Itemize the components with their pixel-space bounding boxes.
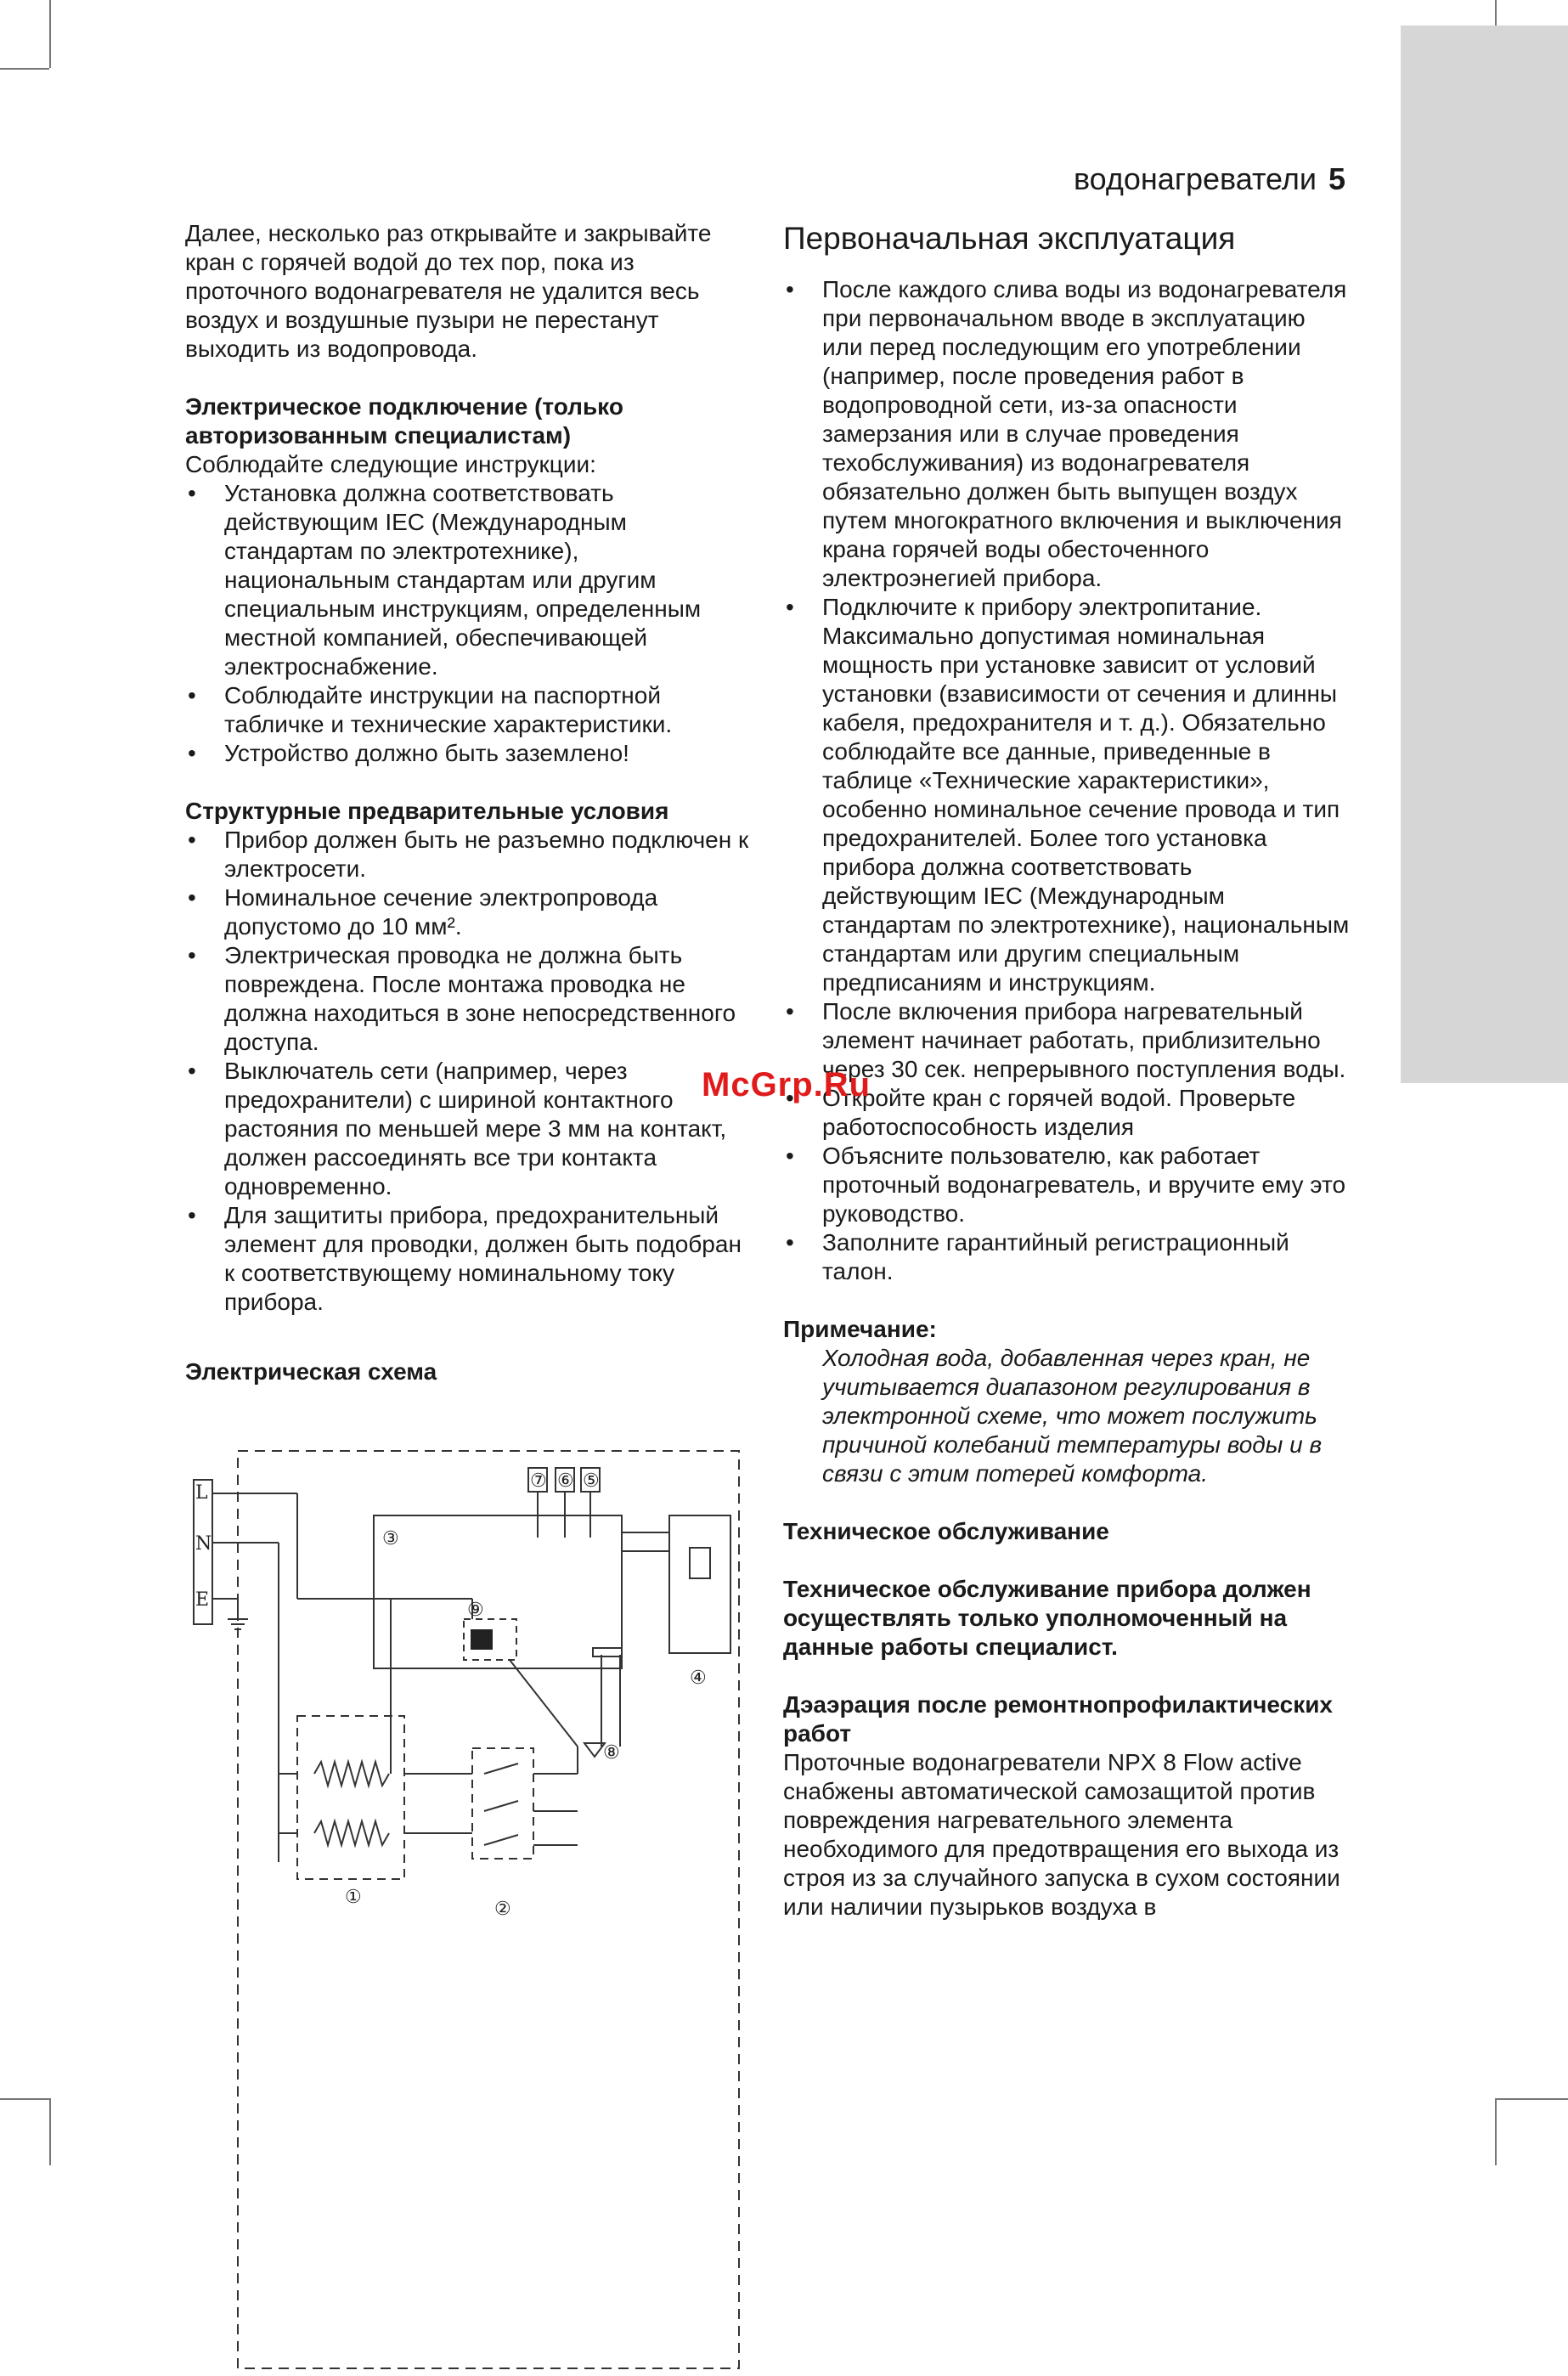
list-item: • После каждого слива воды из водонагревателя при первоначальном вводе в эксплуатацию или перед последующим его употреблении (например, после проведения работ в водопроводной сети, из-за опасности замерзания или в случае проведения техобслуживания) из водонагревателя обязательно должен быть выпущен воздух путем многократного включения и выключения крана горячей воды обесточенного электроэнегией прибора.	[783, 275, 1352, 593]
terminal-e-label: E	[195, 1589, 210, 1611]
terminal-l-label: L	[195, 1482, 208, 1504]
list-item: • Номинальное сечение электропровода допустомо до 10 мм².	[185, 883, 751, 941]
list-item: • Подключите к прибору электропитание. Максимально допустимая номинальная мощность при установке зависит от условий установки (взависимости от сечения и длинны кабеля, предохранителя и т. д.). Обязательно соблюдайте все данные, приведенные в таблице «Технические характеристики», особенно номинальное сечение провода и тип предохранителей. Более того установка прибора должна соответствовать действующим IEC (Международным стандартам по электротехнике), национальным стандартам или другим специальным предписаниям и инструкциям.	[783, 593, 1352, 997]
electrical-heading: Электрическое подключение (только авторизованным специалистам)	[185, 393, 623, 449]
label-2: ②	[494, 1899, 511, 1920]
list-item: • Электрическая проводка не должна быть повреждена. После монтажа проводка не должна находиться в зоне непосредственного доступа.	[185, 941, 751, 1057]
label-5: ⑤	[583, 1470, 600, 1492]
electrical-list	[185, 479, 751, 768]
list-item: • Прибор должен быть не разъемно подключен к электросети.	[185, 826, 751, 883]
relay-coil	[471, 1629, 493, 1650]
page-header	[1074, 161, 1345, 197]
electrical-lead: Соблюдайте следующие инструкции:	[185, 451, 596, 477]
label-7: ⑦	[530, 1470, 547, 1492]
schema-drawing	[178, 1437, 753, 2372]
list-item: • Для защититы прибора, предохранительный элемент для проводки, должен быть подобран к соответствующему номинальному току прибора.	[185, 1201, 751, 1317]
section-title: Первоначальная эксплуатация	[783, 221, 1236, 256]
label-6: ⑥	[557, 1470, 574, 1492]
left-column	[185, 219, 751, 1386]
switch-box	[472, 1748, 533, 1859]
heater-box	[297, 1716, 404, 1879]
crop-mark	[0, 68, 49, 70]
list-item: • Заполните гарантийный регистрационный талон.	[783, 1228, 1352, 1286]
crop-mark	[1495, 2098, 1568, 2100]
control-board	[374, 1515, 622, 1668]
schema-heading: Электрическая схема	[185, 1358, 437, 1385]
crop-mark	[1495, 2098, 1497, 2165]
label-9: ⑨	[467, 1600, 484, 1621]
deaeration-text: Проточные водонагреватели NPX 8 Flow active снабжены автоматической самозащитой против повреждения нагревательного элемента необходимого для предотвращения его выхода из строя из за случайного запуска в сухом состоянии или наличии пузырьков воздуха в	[783, 1749, 1340, 1920]
list-item: • Установка должна соответствовать действующим IEC (Международным стандартам по электротехнике), национальным стандартам или другим специальным инструкциям, определенным местной компанией, обеспечивающей электроснабжение.	[185, 479, 751, 681]
electrical-schema	[178, 1437, 753, 2372]
crop-mark	[49, 2098, 51, 2165]
structural-list	[185, 826, 751, 1317]
note-heading: Примечание:	[783, 1316, 937, 1342]
schema-boundary	[238, 1451, 739, 2368]
list-item: • После включения прибора нагревательный элемент начинает работать, приблизительно через 30 сек. непрерывного поступления воды.	[783, 997, 1352, 1084]
display-module	[669, 1515, 730, 1653]
maintenance-notice: Техническое обслуживание прибора должен осуществлять только уполномоченный на данные работы специалист.	[783, 1576, 1311, 1660]
section-side-tab	[1401, 25, 1568, 1083]
intro-paragraph: Далее, несколько раз открывайте и закрывайте кран с горячей водой до тех пор, пока из проточного водонагревателя не удалится весь воздух и воздушные пузыри не перестанут выходить из водопровода.	[185, 220, 712, 362]
note-text: Холодная вода, добавленная через кран, не учитывается диапазоном регулирования в электронной схеме, что может послужить причиной колебаний температуры воды и в связи с этим потерей комфорта.	[822, 1345, 1323, 1487]
list-item: • Выключатель сети (например, через предохранители) с шириной контактного растояния по меньшей мере 3 мм на контакт, должен рассоединять все три контакта одновременно.	[185, 1057, 751, 1201]
maintenance-heading: Техническое обслуживание	[783, 1518, 1109, 1544]
watermark: McGrp.Ru	[702, 1066, 871, 1103]
display-window	[690, 1548, 710, 1578]
label-3: ③	[382, 1528, 399, 1549]
flow-tube	[622, 1532, 669, 1551]
structural-heading: Структурные предварительные условия	[185, 798, 669, 824]
header-section: водонагреватели	[1073, 161, 1317, 196]
crop-mark	[49, 0, 51, 68]
startup-list	[783, 275, 1352, 1286]
label-1: ①	[345, 1887, 362, 1908]
list-item: • Устройство должно быть заземлено!	[185, 739, 751, 768]
crop-mark	[0, 2098, 49, 2100]
list-item: • Соблюдайте инструкции на паспортной табличке и технические характеристики.	[185, 681, 751, 739]
list-item: • Объясните пользователю, как работает проточный водонагреватель, и вручите ему это руководство.	[783, 1142, 1352, 1228]
terminal-n-label: N	[195, 1533, 212, 1555]
deaeration-heading: Дэаэрация после ремонтнопрофилактических работ	[783, 1691, 1334, 1747]
page-number: 5	[1328, 161, 1345, 196]
label-8: ⑧	[603, 1742, 620, 1764]
label-4: ④	[690, 1668, 707, 1689]
list-item: • Откройте кран с горячей водой. Проверьте работоспособность изделия	[783, 1084, 1352, 1142]
